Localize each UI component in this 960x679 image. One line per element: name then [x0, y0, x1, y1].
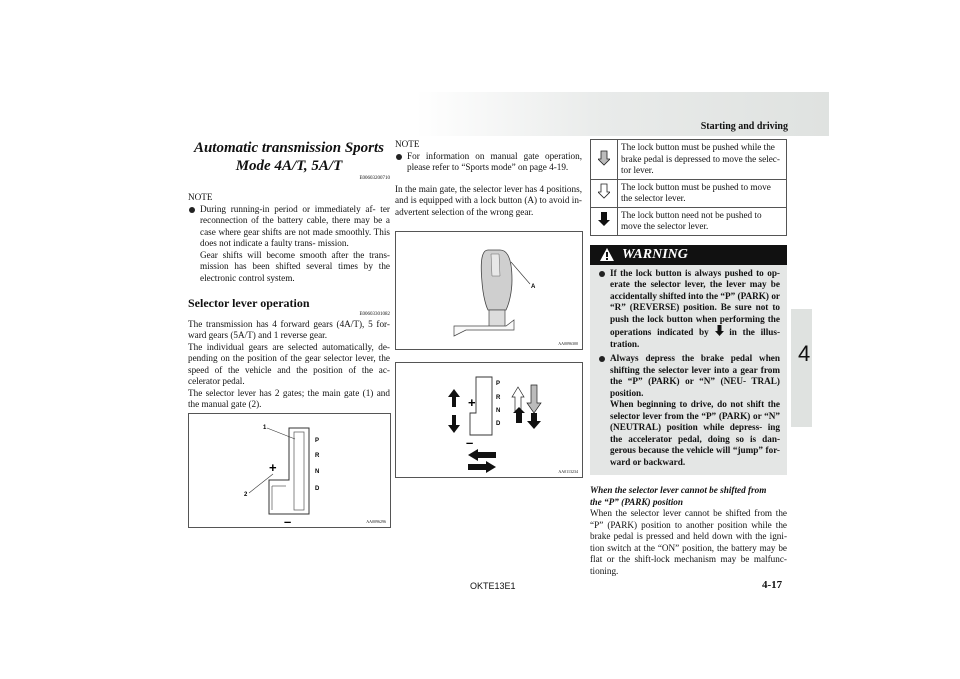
shift-pattern-figure: [395, 362, 583, 478]
section-heading: Selector lever operation: [188, 296, 310, 311]
label-plus: +: [269, 460, 277, 475]
sub-heading-line-1: When the selector lever cannot be shifted from: [590, 485, 767, 495]
hatched-down-arrow-icon: [527, 385, 541, 413]
warning-text: When beginning to drive, do not shift the selector lever from the “P” (PARK) or “N” (NEUTRAL) position while depress- ing the accelerator pedal, doing so is dan- gerous because the vehicle will “jump” for- ward or backward.: [610, 399, 780, 467]
label-minus: –: [284, 514, 292, 527]
sub-heading-line-2: the “P” (PARK) position: [590, 496, 683, 507]
title-code: E00603200710: [359, 176, 390, 181]
note-label: NOTE: [395, 139, 420, 149]
section-header: Starting and driving: [700, 121, 788, 132]
footer-doc-code: OKTE13E1: [470, 581, 516, 591]
label-p: P: [496, 381, 501, 387]
label-r: R: [496, 395, 501, 401]
label-1: 1: [263, 425, 267, 431]
note-text: For information on manual gate operation, please refer to “Sports mode” on page 4-19.: [407, 150, 582, 172]
warning-item: [598, 268, 780, 351]
warning-title: [590, 245, 787, 265]
warning-item: [598, 353, 780, 468]
page-number: 4-17: [762, 579, 783, 591]
legend-text: The lock button must be pushed while the brake pedal is depressed to move the selec- tor lever.: [618, 140, 787, 180]
warning-box: [590, 245, 787, 476]
solid-down-arrow-icon: [527, 413, 541, 429]
note-text-2: Gear shifts will become smooth after the trans- mission has been shifted several times by the electronic control system.: [200, 249, 390, 283]
label-2: 2: [244, 492, 248, 498]
hatched-down-arrow-icon: [591, 140, 618, 180]
paragraph: The individual gears are selected automatically, de- pending on the position of the gear selector lever, the speed of the vehicle and the position of the ac- celerator pedal.: [188, 341, 390, 386]
table-row: [591, 207, 787, 235]
note-item: [188, 204, 390, 285]
label-r: R: [315, 453, 320, 459]
down-arrow-icon: [448, 415, 460, 433]
right-arrow-icon: [468, 461, 496, 473]
selector-lever-figure: [395, 231, 583, 350]
arrow-legend-table: [590, 139, 787, 236]
legend-text: The lock button need not be pushed to move the selector lever.: [618, 207, 787, 235]
warning-triangle-icon: [599, 247, 615, 262]
paragraph: When the selector lever cannot be shifted from the “P” (PARK) position to another position while the brake pedal is pressed and held down with the igni- tion switch at the “ON” position, the battery may be flat or the shift-lock mechanism may be malfunc- tioning.: [590, 508, 787, 576]
column-left: [188, 139, 390, 527]
warning-text: Always depress the brake pedal when shifting the selector lever into a gear from the “P” (PARK) or “N” (NEU- TRAL) position.: [610, 353, 780, 398]
label-n: N: [315, 469, 320, 475]
gate-diagram-figure: [188, 413, 391, 528]
figure-code: AA0113234: [558, 469, 578, 474]
selector-lever-drawing: [396, 232, 582, 349]
chapter-number: 4: [798, 341, 811, 366]
shift-pattern-drawing: [396, 363, 582, 477]
column-right: [590, 139, 787, 577]
left-arrow-icon: [468, 449, 496, 461]
column-middle: [395, 139, 582, 474]
title-line-2: Mode 4A/T, 5A/T: [235, 158, 343, 174]
section-code: E00603301082: [359, 312, 390, 318]
sub-heading: [590, 485, 787, 508]
outline-up-arrow-icon: [512, 387, 524, 411]
table-row: [591, 179, 787, 207]
gate-diagram: [189, 414, 390, 527]
outline-down-arrow-icon: [591, 179, 618, 207]
note-text-1: During running-in period or immediately af- ter reconnection of the battery cable, there may be a case where gear shifts are not made smoothly. This does not indicate a faulty trans- mission.: [200, 203, 390, 249]
label-plus: +: [468, 395, 476, 410]
figure-code: AA0096300: [558, 341, 578, 346]
label-d: D: [496, 421, 501, 427]
note-label: NOTE: [188, 192, 213, 203]
solid-down-arrow-icon: [715, 325, 724, 336]
legend-text: The lock button must be pushed to move the selector lever.: [618, 179, 787, 207]
figure-code: AA0096296: [366, 519, 386, 524]
warning-text: If the lock button is always pushed to op- erate the selector lever, the lever may be accidentally shifted into the “P” (PARK) or “R” (REVERSE) position. Be sure not to push the lock button when performing the operations indicated by: [610, 267, 780, 337]
label-a: A: [531, 284, 536, 290]
title-line-1: Automatic transmission Sports: [193, 140, 385, 156]
chapter-tab: [791, 309, 812, 427]
label-d: D: [315, 486, 320, 492]
label-minus: –: [466, 435, 474, 450]
label-p: P: [315, 438, 320, 444]
solid-down-arrow-icon: [591, 207, 618, 235]
warning-text: in the illus- tration.: [610, 327, 781, 349]
note-item: [395, 151, 582, 174]
paragraph: In the main gate, the selector lever has 4 positions, and is equipped with a lock button (A) to avoid in- advertent selection of the wrong gear.: [395, 183, 582, 217]
page-title: [188, 139, 390, 175]
up-arrow-icon: [448, 389, 460, 407]
table-row: [591, 140, 787, 180]
paragraph: The selector lever has 2 gates; the main gate (1) and the manual gate (2).: [188, 387, 390, 409]
warning-title-text: WARNING: [622, 246, 688, 262]
label-n: N: [496, 408, 501, 414]
paragraph: The transmission has 4 forward gears (4A/T), 5 for- ward gears (5A/T) and 1 reverse gear.: [188, 318, 390, 340]
